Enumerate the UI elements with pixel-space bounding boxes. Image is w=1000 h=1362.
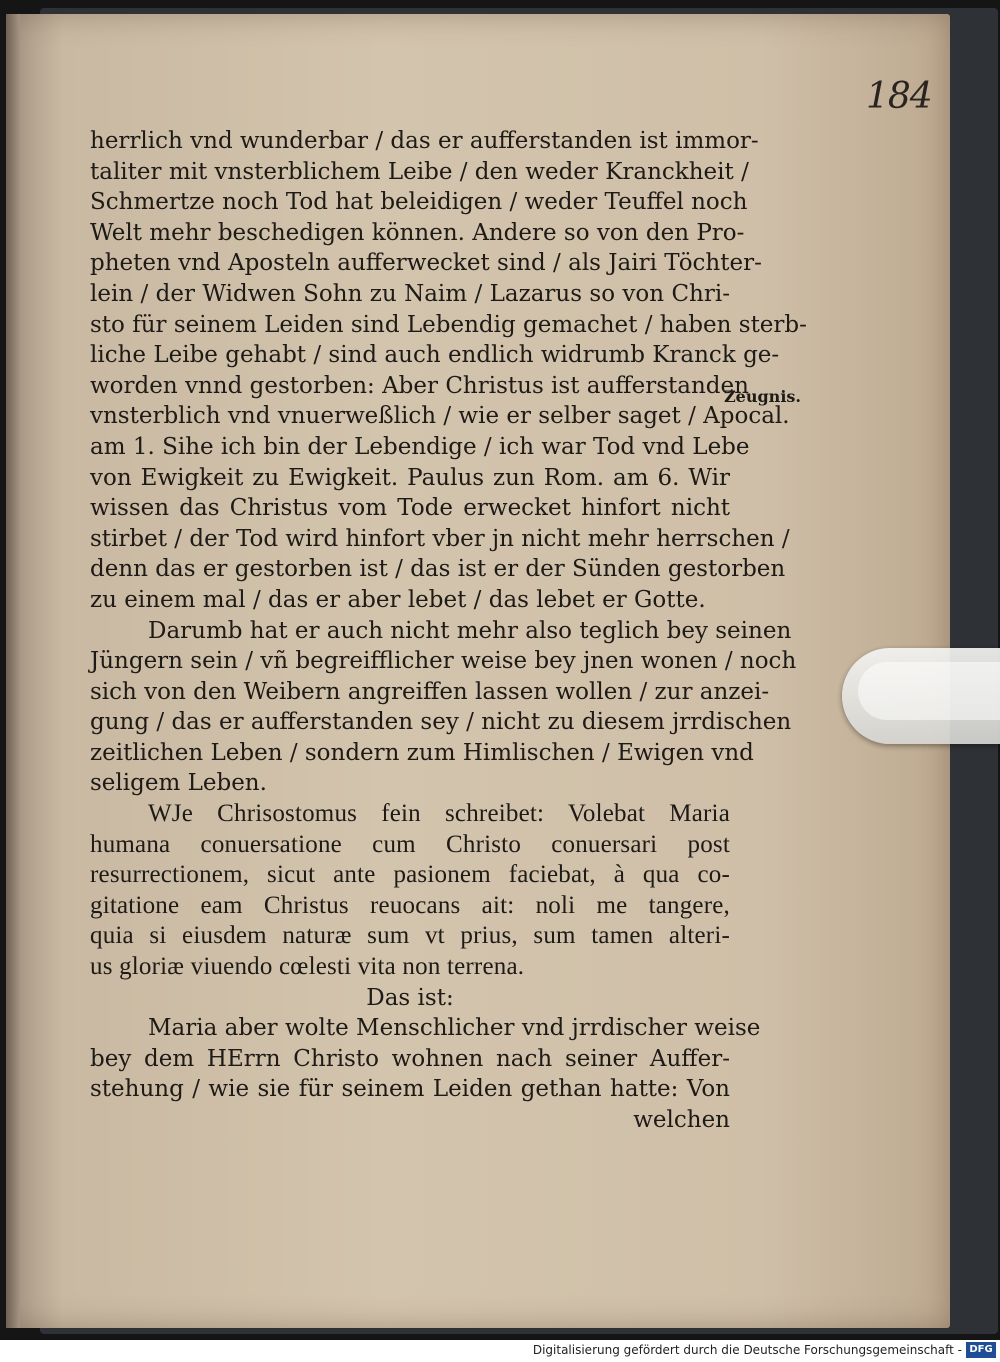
text-line: pheten vnd Aposteln aufferwecket sind / als Jairi Töchter-	[90, 250, 762, 277]
text-line: resurrectionem, sicut ante pasionem faciebat, à qua co-	[90, 861, 730, 889]
text-line: liche Leibe gehabt / sind auch endlich widrumb Kranck ge-	[90, 342, 780, 369]
text-line: zu einem mal / das er aber lebet / das lebet er Gotte.	[90, 586, 706, 613]
text-line: von Ewigkeit zu Ewigkeit. Paulus zun Rom. am 6. Wir	[90, 464, 730, 491]
text-line: stirbet / der Tod wird hinfort vber jn nicht mehr herrschen /	[90, 525, 790, 552]
text-line: wissen das Christus vom Tode erwecket hinfort nicht	[90, 495, 730, 522]
page-gutter	[6, 14, 20, 1328]
text-line: gung / das er aufferstanden sey / nicht zu diesem jrrdischen	[90, 709, 792, 736]
text-line: lein / der Widwen Sohn zu Naim / Lazarus so von Chri-	[90, 280, 730, 307]
text-line: denn das er gestorben ist / das ist er der Sünden gestorben	[90, 556, 786, 583]
text-line: Darumb hat er auch nicht mehr also teglich bey seinen	[148, 617, 792, 644]
text-line: stehung / wie sie für seinem Leiden gethan hatte: Von	[90, 1076, 730, 1103]
folio-number: 184	[866, 76, 932, 117]
dfg-logo: DFG	[966, 1342, 996, 1358]
text-line: Schmertze noch Tod hat beleidigen / weder Teuffel noch	[90, 189, 748, 216]
text-line: Maria aber wolte Menschlicher vnd jrrdischer weise	[148, 1015, 761, 1042]
text-line: us gloriæ viuendo cœlesti vita non terrena.	[90, 953, 525, 981]
text-line: sto für seinem Leiden sind Lebendig gemachet / haben sterb-	[90, 311, 807, 338]
text-line: Das ist:	[366, 984, 454, 1011]
text-line: quia si eiusdem naturæ sum vt prius, sum tamen alteri-	[90, 922, 730, 950]
text-line: WJe Chrisostomus fein schreibet: Volebat Maria	[148, 800, 730, 828]
text-line: humana conuersatione cum Christo conuersari post	[90, 830, 730, 858]
text-line: gitatione eam Christus reuocans ait: noli me tangere,	[90, 891, 730, 919]
catchword: welchen	[633, 1107, 730, 1133]
text-line: vnsterblich vnd vnuerweßlich / wie er selber saget / Apocal.	[90, 403, 790, 430]
footer-credit: Digitalisierung gefördert durch die Deutsche Forschungsgemeinschaft -	[532, 1343, 962, 1357]
text-line: zeitlichen Leben / sondern zum Himlischen / Ewigen vnd	[90, 739, 754, 766]
text-line: Welt mehr beschedigen können. Andere so von den Pro-	[90, 219, 745, 246]
text-line: sich von den Weibern angreiffen lassen wollen / zur anzei-	[90, 678, 770, 705]
text-line: herrlich vnd wunderbar / das er aufferstanden ist immor-	[90, 128, 759, 154]
text-line: Jüngern sein / vñ begreifflicher weise bey jnen wonen / noch	[90, 648, 797, 675]
text-line: bey dem HErrn Christo wohnen nach seiner Auffer-	[90, 1045, 730, 1072]
text-line: am 1. Sihe ich bin der Lebendige / ich war Tod vnd Lebe	[90, 433, 750, 460]
text-line: worden vnnd gestorben: Aber Christus ist aufferstanden	[90, 372, 749, 399]
text-line: taliter mit vnsterblichem Leibe / den weder Kranckheit /	[90, 158, 749, 185]
margin-note: Zeugnis.	[724, 387, 801, 406]
plastic-page-clip-highlight	[858, 662, 1000, 720]
text-line: seligem Leben.	[90, 770, 267, 797]
